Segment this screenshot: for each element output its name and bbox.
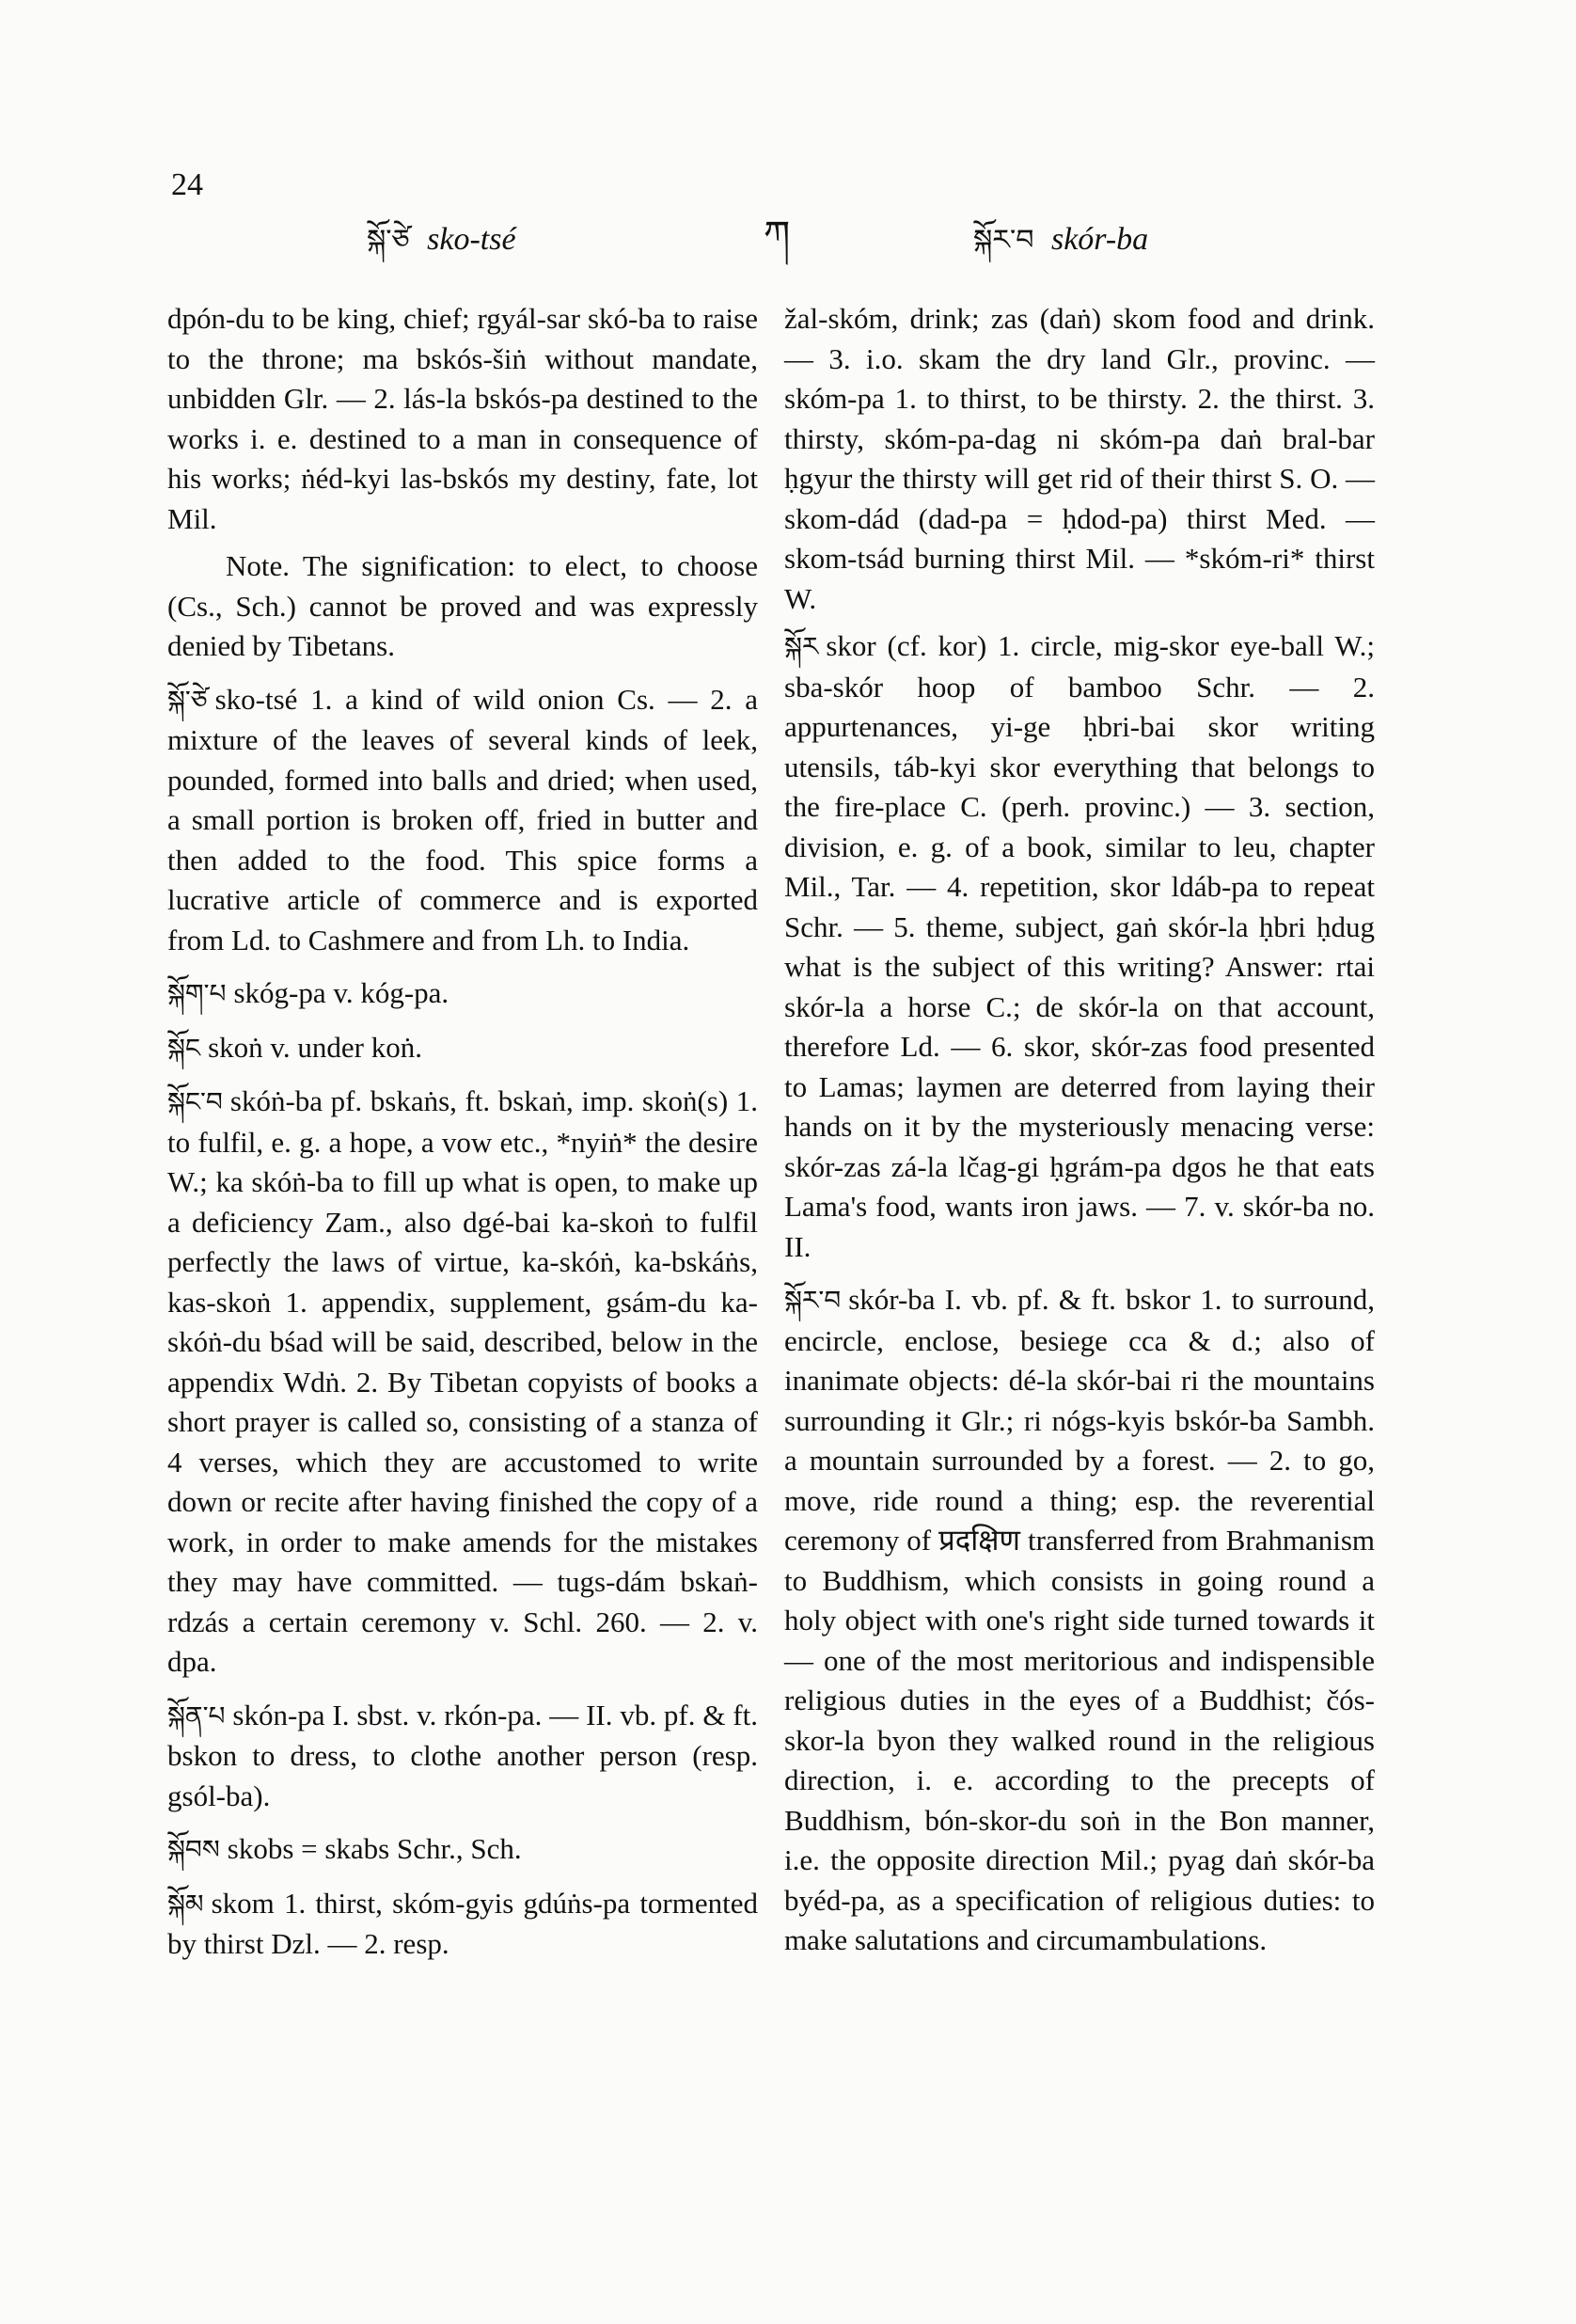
- right-head-guide-word: skór-ba: [1050, 222, 1149, 257]
- left-head-guide-word: sko-tsé: [427, 222, 516, 257]
- entry-headword-tibetan: སྐོ་ཙེ: [167, 684, 208, 716]
- entry: [167, 1028, 758, 1069]
- right-running-head: [973, 209, 1148, 288]
- entry-headword-tibetan: སྐོང་བ: [167, 1086, 223, 1117]
- entry: [167, 1082, 758, 1683]
- entry-text: skoṅ v. under koṅ.: [208, 1030, 422, 1064]
- page-number: 24: [171, 167, 203, 202]
- entry: [167, 1829, 758, 1871]
- entry: [784, 1280, 1375, 1961]
- entry-headword-tibetan: སྐོན་པ: [167, 1700, 226, 1731]
- right-column: [784, 299, 1375, 1974]
- entry-headword-tibetan: སྐོར་བ: [784, 1285, 842, 1316]
- left-column: [167, 299, 758, 1978]
- entry-text: skor (cf. kor) 1. circle, mig-skor eye-ball W.; sba-skór hoop of bamboo Schr. — 2. appurtenances, yi-ge ḥbri-bai skor writing utensils, táb-kyi skor everything that belongs to the fire-place C. (perh. provinc.) — 3. section, division, e. g. of a book, similar to leu, chapter Mil., Tar. — 4. repetition, skor ldáb-pa to repeat Schr. — 5. theme, subject, gaṅ skór-la ḥbri ḥdug what is the subject of this writing? Answer: rtai skór-la a horse C.; de skór-la on that account, therefore Ld. — 6. skor, skór-zas food presented to Lamas; laymen are deterred from laying their hands on it by the mysteriously menacing verse: skór-zas zá-la lčag-gi ḥgrám-pa dgos he that eats Lama's food, wants iron jaws. — 7. v. skór-ba no. II.: [784, 629, 1375, 1263]
- right-head-tibetan: སྐོར་བ: [973, 224, 1034, 257]
- entry-text: skom 1. thirst, skóm-gyis gdúṅs-pa tormented by thirst Dzl. — 2. resp.: [167, 1886, 758, 1960]
- entry-headword-tibetan: སྐོག་པ: [167, 978, 227, 1009]
- entry-text: skobs = skabs Schr., Sch.: [227, 1832, 522, 1865]
- entry-continuation: [784, 299, 1375, 619]
- entry: [167, 1884, 758, 1965]
- left-head-tibetan: སྐོ་ཙེ: [367, 224, 410, 257]
- entry-text: sko-tsé 1. a kind of wild onion Cs. — 2. a mixture of the leaves of several kinds of leek, pounded, formed into balls and dried; when used, a small portion is broken off, fried in butter and then added to the food. This spice forms a lucrative article of commerce and is exported from Ld. to Cashmere and from Lh. to India.: [167, 682, 758, 956]
- entry-text: skóg-pa v. kóg-pa.: [233, 976, 449, 1009]
- entry: [167, 973, 758, 1015]
- entry-headword-tibetan: སྐོར: [784, 631, 819, 662]
- entry-text: žal-skóm, drink; zas (daṅ) skom food and drink. — 3. i.o. skam the dry land Glr., provinc. — skóm-pa 1. to thirst, to be thirsty. 2. the thirst. 3. thirsty, skóm-pa-dag ni skóm-pa daṅ bral-bar ḥgyur the thirsty will get rid of their thirst S. O. — skom-dád (dad-pa = ḥdod-pa) thirst Med. — skom-tsád burning thirst Mil. — *skóm-ri* thirst W.: [784, 302, 1375, 615]
- entry-text: skóṅ-ba pf. bskaṅs, ft. bskaṅ, imp. skoṅ(s) 1. to fulfil, e. g. a hope, a vow etc., *nyiṅ* the desire W.; ka skóṅ-ba to fill up what is open, to make up a deficiency Zam., also dgé-bai ka-skoṅ to fulfil perfectly the laws of virtue, ka-skóṅ, ka-bskáṅs, kas-skoṅ 1. appendix, supplement, gsám-du ka-skóṅ-du bśad will be said, described, below in the appendix Wdṅ. 2. By Tibetan copyists of books a short prayer is called so, consisting of a stanza of 4 verses, which they are accustomed to write down or recite after having finished the copy of a work, in order to make amends for the mistakes they may have committed. — tugs-dám bskaṅ-rdzás a certain ceremony v. Schl. 260. — 2. v. dpa.: [167, 1084, 758, 1678]
- entry-headword-tibetan: སྐོང: [167, 1032, 201, 1064]
- entry: [167, 1696, 758, 1817]
- entry: [167, 680, 758, 961]
- entry-continuation: [167, 299, 758, 539]
- entry-text: dpón-du to be king, chief; rgyál-sar skó-ba to raise to the throne; ma bskós-šiṅ without mandate, unbidden Glr. — 2. lás-la bskós-pa destined to the works i. e. destined to a man in consequence of his works; ṅéd-kyi las-bskós my destiny, fate, lot Mil.: [167, 302, 758, 535]
- entry-headword-tibetan: སྐོབས: [167, 1834, 220, 1865]
- note-paragraph: [167, 546, 758, 667]
- entry-text: Note. The signification: to elect, to choose (Cs., Sch.) cannot be proved and was expressly denied by Tibetans.: [167, 549, 758, 662]
- entry-text: skór-ba I. vb. pf. & ft. bskor 1. to surround, encircle, enclose, besiege cca & d.; also of inanimate objects: dé-la skór-bai ri the mountains surrounding it Glr.; ri nógs-kyis bskór-ba Sambh. a mountain surrounded by a forest. — 2. to go, move, ride round a thing; esp. the reverential ceremony of प्रदक्षिण transferred from Brahmanism to Buddhism, which consists in going round a holy object with one's right side turned towards it — one of the most meritorious and indispensible religious duties in the eyes of a Buddhist; čós-skor-la byon they walked round in the religious direction, i. e. according to the precepts of Buddhism, bón-skor-du soṅ in the Bon manner, i.e. the opposite direction Mil.; pyag daṅ skór-ba byéd-pa, as a specification of religious duties: to make salutations and circumambulations.: [784, 1283, 1375, 1956]
- entry-text: skón-pa I. sbst. v. rkón-pa. — II. vb. pf. & ft. bskon to dress, to clothe another person (resp. gsól-ba).: [167, 1698, 758, 1812]
- left-running-head: [367, 209, 516, 288]
- section-letter: ཀ: [764, 213, 791, 256]
- entry-headword-tibetan: སྐོམ: [167, 1888, 204, 1920]
- entry: [784, 626, 1375, 1267]
